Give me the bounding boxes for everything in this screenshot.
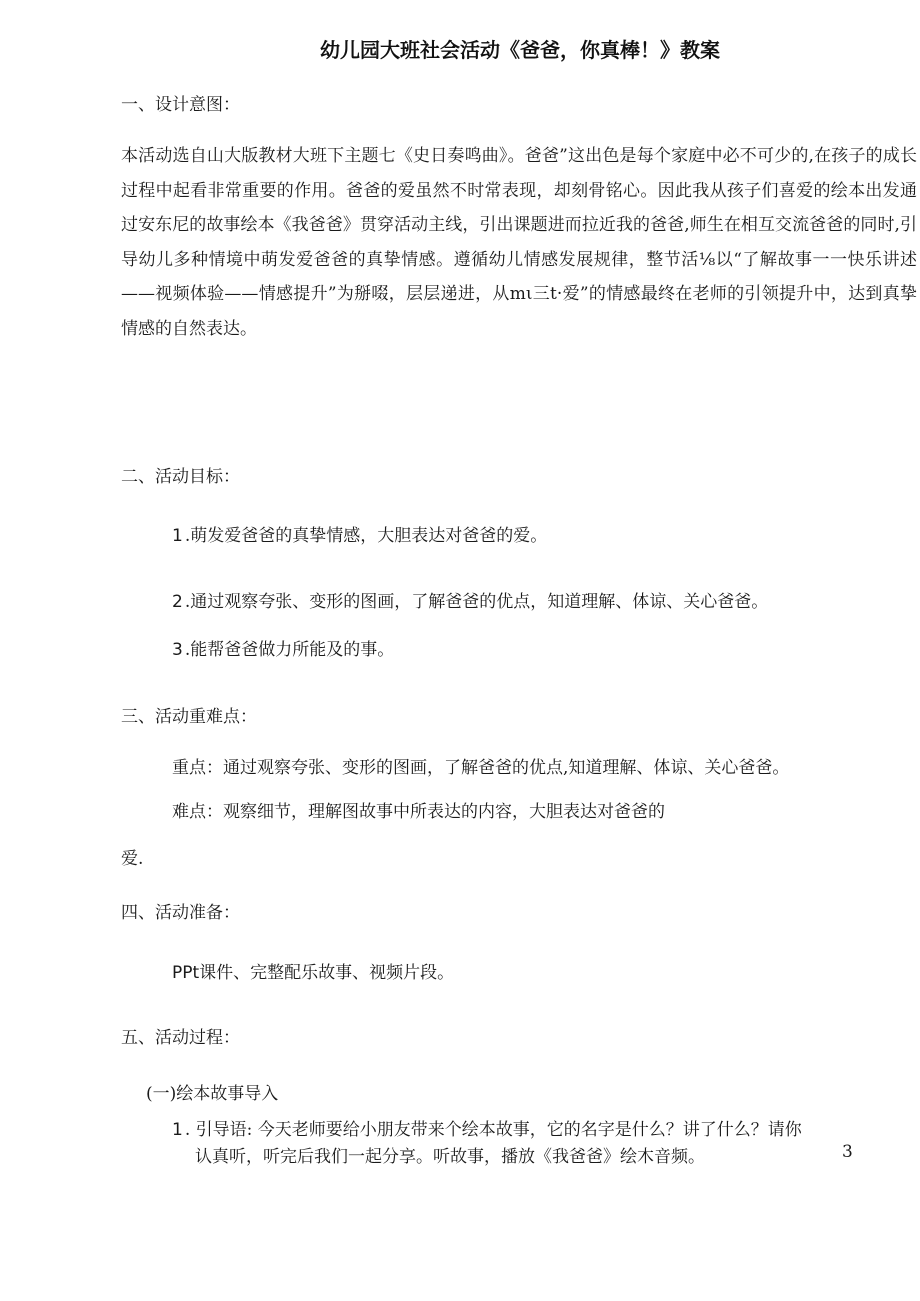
goal-item-3: [172, 635, 394, 660]
document-title: 幼儿园大班社会活动《爸爸，你真棒！》教案: [320, 38, 720, 62]
step-number: 1: [172, 1120, 183, 1140]
goal-item-1: [172, 521, 547, 546]
preparation-text: [172, 958, 454, 983]
preparation-rest: 课件、完整配乐故事、视频片段。: [199, 963, 455, 983]
goal-number: 2: [172, 592, 183, 612]
key-point-text: 重点：通过观察夸张、变形的图画，了解爸爸的优点,知道理解、体谅、关心爸爸。: [172, 758, 790, 778]
section-heading-design-intent: 一、设计意图：: [121, 95, 240, 115]
process-step-1-line-2: 认真听，听完后我们一起分享。听故事，播放《我爸爸》绘木音频。: [195, 1147, 705, 1167]
section-heading-process: 五、活动过程：: [121, 1028, 240, 1048]
goal-number: 1: [172, 526, 183, 546]
page-number: 3: [842, 1142, 853, 1162]
goal-text: .萌发爱爸爸的真挚情感，大胆表达对爸爸的爱。: [184, 526, 548, 546]
process-step-1-line-1: [172, 1115, 802, 1140]
design-intent-paragraph: 本活动选自山大版教材大班下主题七《史日奏鸣曲》。爸爸”这出色是每个家庭中必不可少的,在孩子的成长过程中起看非常重要的作用。爸爸的爱虽然不时常表现，却刻骨铭心。因此我从孩子们喜爱的绘本出发通过安东尼的故事绘本《我爸爸》贯穿活动主线，引出课题进而拉近我的爸爸,师生在相互交流爸爸的同时,引导幼儿多种情境中萌发爱爸爸的真挚情感。遵循幼儿情感发展规律，整节活⅛以“了解故事一一快乐讲述——视频体验——情感提升”为掰啜，层层递进，从mι三t·爱”的情感最终在老师的引领提升中，达到真挚情感的自然表达。: [121, 146, 917, 339]
difficult-point-text: 难点：观察细节，理解图故事中所表达的内容，大胆表达对爸爸的: [172, 802, 665, 822]
goal-number: 3: [172, 640, 183, 660]
preparation-prefix: PPt: [172, 963, 200, 983]
step-text: . 引导语: 今天老师要给小朋友带来个绘本故事，它的名字是什么？讲了什么？请你: [184, 1120, 802, 1140]
section-heading-key-points: 三、活动重难点：: [121, 707, 257, 727]
goal-text: .通过观察夸张、变形的图画，了解爸爸的优点，知道理解、体谅、关心爸爸。: [184, 592, 769, 612]
goal-item-2: [172, 587, 768, 612]
section-heading-preparation: 四、活动准备：: [121, 903, 240, 923]
goal-text: .能帮爸爸做力所能及的事。: [184, 640, 395, 660]
section-heading-goals: 二、活动目标：: [121, 467, 240, 487]
difficult-point-continuation: 爱.: [121, 849, 144, 869]
process-subheading: (一)绘本故事导入: [146, 1084, 279, 1104]
